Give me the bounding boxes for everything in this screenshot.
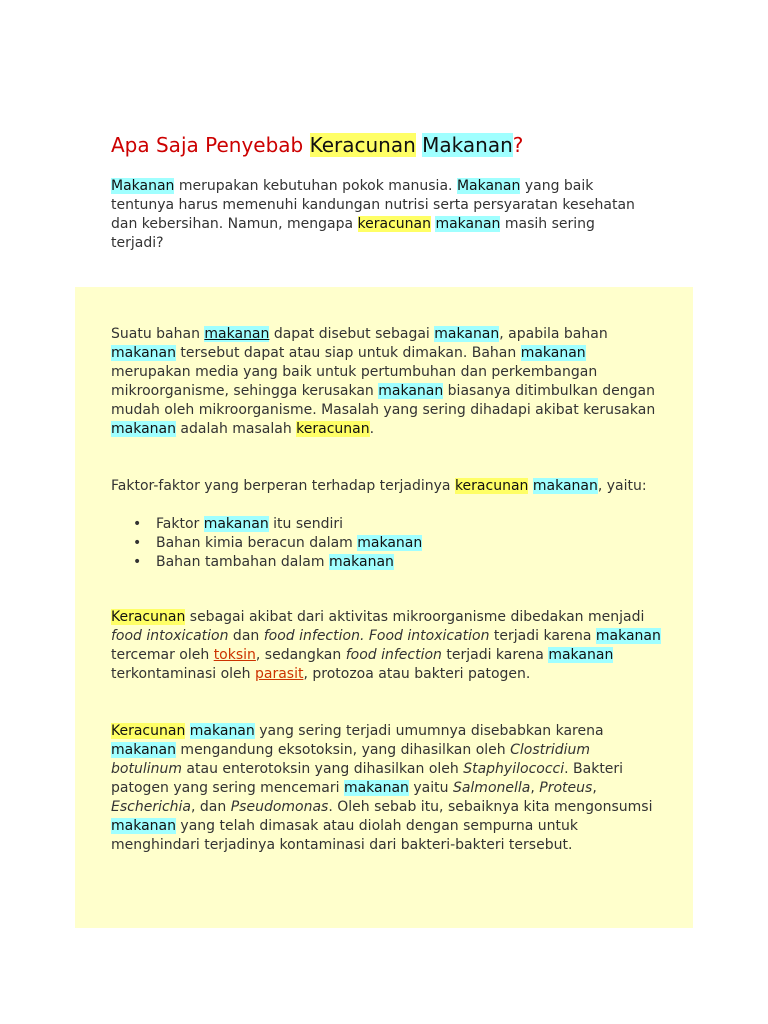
text: tercemar oleh (111, 647, 214, 663)
text: , (530, 780, 540, 796)
link-parasit[interactable]: parasit (254, 666, 304, 682)
highlight-keracunan: keracunan (357, 216, 431, 232)
paragraph-4 (111, 722, 661, 855)
text: , yaitu: (597, 478, 647, 494)
italic-term: Escherichia (111, 799, 192, 815)
text: merupakan media yang baik untuk pertumbuhan dan perkembangan mikroorganisme, sehingga kerusakan (111, 364, 598, 399)
list-item (111, 534, 631, 553)
highlight-makanan: Makanan (456, 178, 521, 194)
text: Faktor-faktor yang berperan terhadap terjadinya (111, 478, 455, 494)
link-toksin[interactable]: toksin (213, 647, 256, 663)
highlight-makanan: makanan (548, 647, 614, 663)
text: dapat disebut sebagai (269, 326, 435, 342)
italic-term: food infection (345, 647, 442, 663)
highlight-makanan: makanan (595, 628, 661, 644)
text: . Oleh sebab itu, sebaiknya kita mengonsumsi (328, 799, 653, 815)
paragraph-3 (111, 608, 661, 684)
text: biasanya ditimbulkan dengan mudah oleh mikroorganisme. Masalah yang sering dihadapi akibat kerusakan (111, 383, 656, 418)
highlight-makanan: makanan (111, 421, 176, 437)
bullet-icon: • (133, 554, 142, 570)
title-highlight-keracunan: Keracunan (309, 133, 416, 157)
highlight-makanan-link[interactable]: makanan (204, 326, 270, 342)
text: dan (228, 628, 264, 644)
text: adalah masalah (175, 421, 297, 437)
highlight-keracunan: Keracunan (111, 723, 186, 739)
text: Suatu bahan (111, 326, 205, 342)
text: terjadi karena (489, 628, 596, 644)
text: , sedangkan (255, 647, 346, 663)
highlight-makanan: makanan (111, 818, 176, 834)
italic-term: Pseudomonas (230, 799, 329, 815)
text: , apabila bahan (499, 326, 608, 342)
text: Bahan kimia beracun dalam (156, 535, 358, 551)
paragraph-1 (111, 325, 661, 439)
bullet-icon: • (133, 516, 142, 532)
italic-term: Clostridium botulinum (111, 742, 591, 777)
highlight-keracunan: keracunan (296, 421, 370, 437)
text: , dan (191, 799, 231, 815)
text: , protozoa atau bakteri patogen. (303, 666, 531, 682)
text: Bahan tambahan dalam (156, 554, 329, 570)
highlight-makanan: makanan (378, 383, 444, 399)
highlight-keracunan: keracunan (454, 478, 529, 494)
highlight-keracunan: Keracunan (111, 609, 186, 625)
highlight-makanan: makanan (532, 478, 598, 494)
text: yaitu (408, 780, 453, 796)
highlight-makanan: Makanan (111, 178, 175, 194)
title-text: Apa Saja Penyebab (111, 133, 310, 157)
highlight-makanan: makanan (203, 516, 269, 532)
italic-term: Proteus (539, 780, 593, 796)
text: yang telah dimasak atau diolah dengan sempurna untuk menghindari terjadinya kontaminasi dari bakteri-bakteri tersebut. (111, 818, 579, 853)
text: mengandung eksotoksin, yang dihasilkan oleh (175, 742, 511, 758)
page-title (111, 130, 523, 160)
factor-list (111, 515, 631, 572)
paragraph-2 (111, 477, 661, 496)
text: terjadi karena (441, 647, 549, 663)
title-question-mark: ? (512, 133, 524, 157)
text: masih sering terjadi? (111, 216, 595, 251)
highlight-makanan: makanan (435, 216, 501, 232)
text: Faktor (156, 516, 204, 532)
list-item (111, 553, 631, 572)
text: , (592, 780, 597, 796)
italic-term: food intoxication (111, 628, 229, 644)
text: sebagai akibat dari aktivitas mikroorganisme dibedakan menjadi (185, 609, 645, 625)
highlight-makanan: makanan (111, 345, 176, 361)
italic-term: Staphyilococci (463, 761, 565, 777)
title-highlight-makanan: Makanan (422, 133, 513, 157)
italic-term: Salmonella (452, 780, 531, 796)
highlight-makanan: makanan (357, 535, 423, 551)
text: . (369, 421, 375, 437)
text: terkontaminasi oleh (111, 666, 255, 682)
text: itu sendiri (268, 516, 344, 532)
bullet-icon: • (133, 535, 142, 551)
intro-paragraph (111, 177, 651, 253)
text: merupakan kebutuhan pokok manusia. (174, 178, 457, 194)
highlight-makanan: makanan (434, 326, 500, 342)
highlight-makanan: makanan (111, 742, 176, 758)
italic-term: food infection. Food intoxication (263, 628, 490, 644)
text: atau enterotoksin yang dihasilkan oleh (181, 761, 464, 777)
highlight-makanan: makanan (189, 723, 255, 739)
highlight-makanan: makanan (328, 554, 394, 570)
highlight-makanan: makanan (520, 345, 586, 361)
highlight-makanan: makanan (343, 780, 409, 796)
text: yang sering terjadi umumnya disebabkan karena (254, 723, 604, 739)
text: . Bakteri patogen yang sering mencemari (111, 761, 624, 796)
text: yang baik tentunya harus memenuhi kandungan nutrisi serta persyaratan kesehatan dan kebersihan. Namun, mengapa (111, 178, 635, 232)
text: tersebut dapat atau siap untuk dimakan. Bahan (175, 345, 521, 361)
list-item (111, 515, 631, 534)
